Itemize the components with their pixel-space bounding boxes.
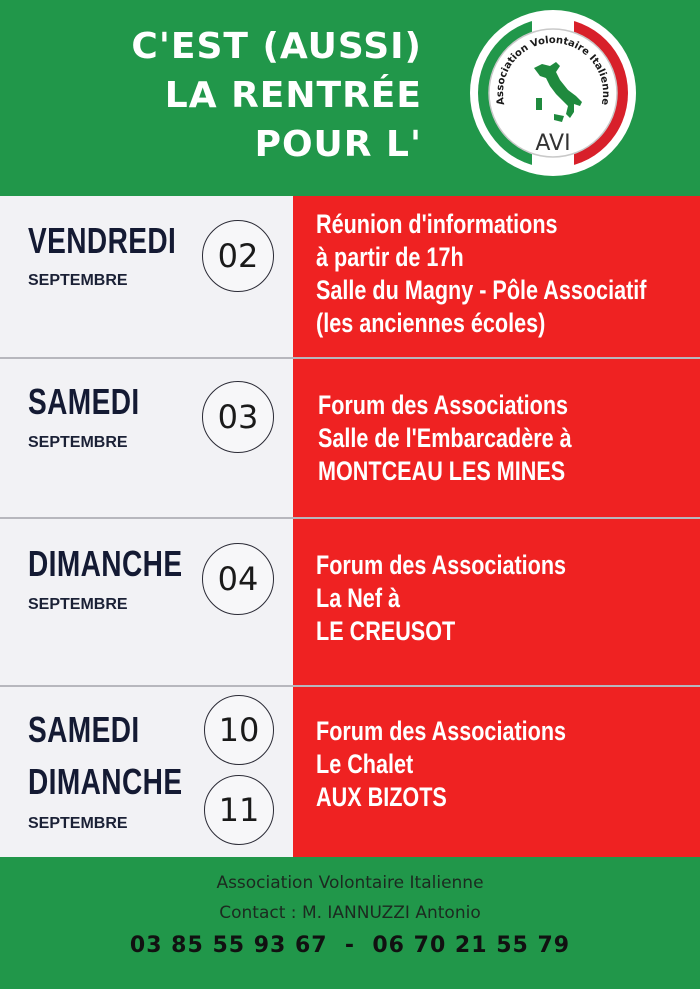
event-date-circle: 02 [202, 220, 274, 292]
event-detail-line: à partir de 17h [316, 242, 464, 272]
event-detail-line: La Nef à [316, 583, 401, 613]
event-detail-line: AUX BIZOTS [316, 782, 447, 812]
footer-banner [0, 857, 700, 989]
event-detail-line: LE CREUSOT [316, 616, 456, 646]
event-row-3 [0, 519, 700, 686]
event-detail-line: (les anciennes écoles) [316, 308, 546, 338]
event-day: SAMEDI [28, 381, 140, 422]
event-detail-line: MONTCEAU LES MINES [318, 456, 566, 486]
event-detail-line: Réunion d'informations [316, 209, 558, 239]
event-date-panel [0, 359, 293, 518]
title-line-2: LA RENTRÉE [164, 75, 422, 116]
event-day: DIMANCHE [28, 761, 183, 802]
event-details-panel [293, 687, 700, 857]
event-detail-line: Forum des Associations [316, 716, 567, 746]
event-details [316, 549, 566, 648]
avi-logo [470, 10, 636, 176]
event-day: DIMANCHE [28, 543, 183, 584]
footer-org: Association Volontaire Italienne [216, 873, 484, 893]
event-date-circle: 11 [204, 775, 274, 845]
event-details [316, 715, 566, 814]
event-detail-line: Le Chalet [316, 749, 414, 779]
event-month: SEPTEMBRE [28, 434, 128, 451]
event-detail-line: Salle du Magny - Pôle Associatif [316, 275, 647, 305]
event-date-circle: 03 [202, 381, 274, 453]
event-date-circle: 10 [204, 695, 274, 765]
event-row-4 [0, 687, 700, 857]
footer-contact: Contact : M. IANNUZZI Antonio [219, 903, 481, 923]
event-day: SAMEDI [28, 709, 140, 750]
event-date-panel [0, 519, 293, 686]
event-details [318, 389, 572, 488]
event-row-2 [0, 359, 700, 518]
event-details [316, 208, 646, 340]
event-month: SEPTEMBRE [28, 815, 128, 832]
title-line-3: POUR L' [254, 124, 422, 165]
event-day: VENDREDI [28, 220, 177, 261]
event-details-panel [293, 196, 700, 358]
event-month: SEPTEMBRE [28, 596, 128, 613]
event-detail-line: Forum des Associations [318, 390, 569, 420]
event-month: SEPTEMBRE [28, 272, 128, 289]
page-title [131, 22, 422, 169]
logo-acronym: AVI [535, 131, 571, 156]
event-date-panel [0, 196, 293, 358]
event-details-panel [293, 359, 700, 518]
event-date-panel [0, 687, 293, 857]
event-detail-line: Salle de l'Embarcadère à [318, 423, 572, 453]
header-banner [0, 0, 700, 196]
logo-arc-text: Association Volontaire Italienne [494, 34, 612, 106]
event-date-circle: 04 [202, 543, 274, 615]
footer-phones: 03 85 55 93 67 - 06 70 21 55 79 [129, 933, 571, 958]
event-row-1 [0, 196, 700, 358]
event-detail-line: Forum des Associations [316, 550, 567, 580]
event-details-panel [293, 519, 700, 686]
title-line-1: C'EST (AUSSI) [131, 26, 422, 67]
